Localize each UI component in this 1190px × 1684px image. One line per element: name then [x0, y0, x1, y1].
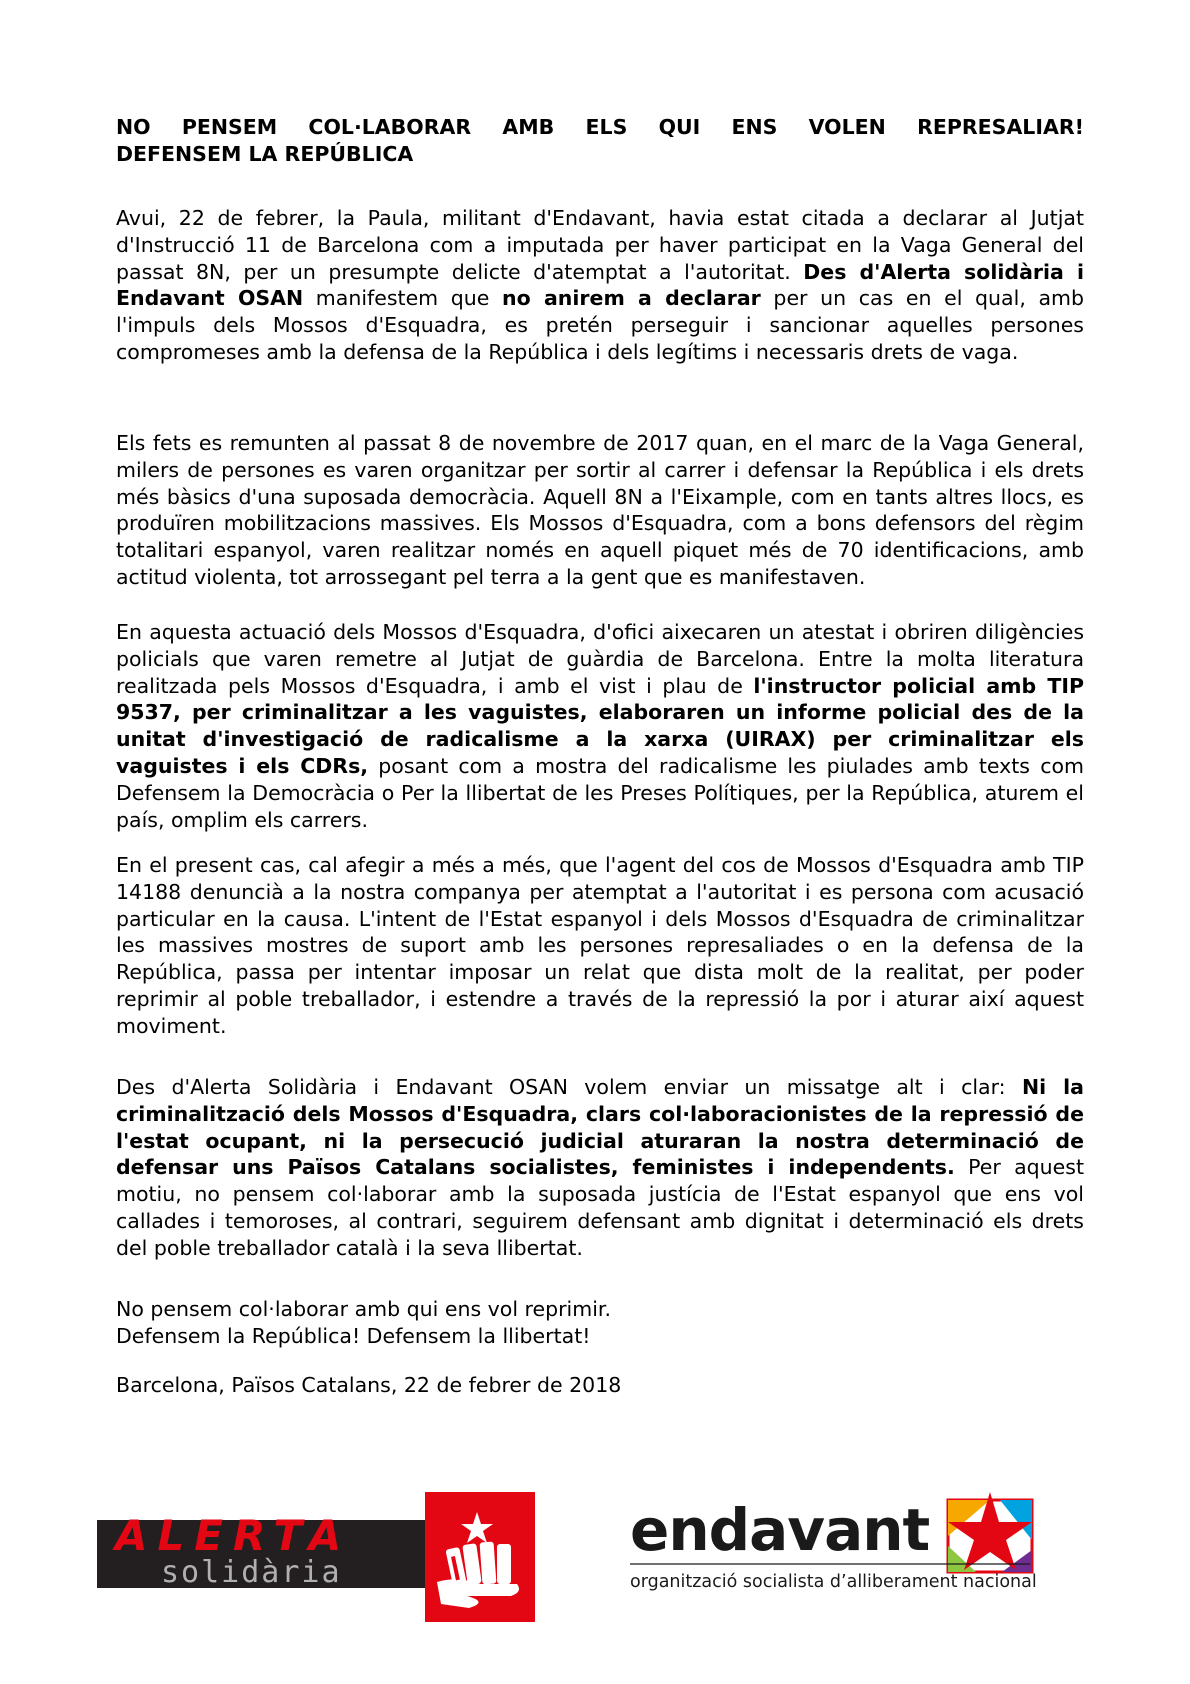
p5-text-1: Des d'Alerta Solidària i Endavant OSAN volem enviar un missatge alt i clar: — [116, 1075, 1022, 1099]
endavant-wordmark: endavant — [630, 1496, 930, 1564]
p5-bold-1: Ni la criminalització dels Mossos d'Esquadra, clars col·laboracionistes de la repressió de l'estat ocupant, ni la persecució judicial aturaran la nostra determinació de defensar uns Països Catalans socialistes, feministes i independents. — [116, 1075, 1084, 1180]
signature-line: Barcelona, Països Catalans, 22 de febrer de 2018 — [116, 1373, 622, 1397]
star-square-icon — [948, 1492, 1032, 1572]
alerta-word: ALERTA — [115, 1511, 352, 1560]
document-page — [116, 114, 1085, 1397]
p1-text-2: manifestem que — [303, 286, 503, 311]
p3-text-1: En aquesta actuació dels Mossos d'Esquadra, d'ofici aixecaren un atestat i obriren diligències policials que varen remetre al Jutjat de guàrdia de Barcelona. Entre la molta literatura realitzada pels Mossos d'Esquadra, i amb el vist i plau de — [116, 620, 1084, 698]
paragraph-1 — [116, 205, 1084, 366]
p1-text-3: per un cas en el qual, amb l'impuls dels Mossos d'Esquadra, es pretén perseguir i sancionar aquelles persones compromeses amb la defensa de la República i dels legítims i necessaris drets de vaga. — [116, 286, 1085, 364]
title-line-1: NO PENSEM COL·LABORAR AMB ELS QUI ENS VOLEN REPRESALIAR! — [116, 115, 1084, 139]
p1-bold-1: Des d'Alerta solidària i Endavant OSAN — [116, 259, 1084, 311]
closing-line-2: Defensem la República! Defensem la llibertat! — [116, 1323, 591, 1348]
closing-line-1: No pensem col·laborar amb qui ens vol reprimir. — [116, 1297, 611, 1321]
title-line-2: DEFENSEM LA REPÚBLICA — [116, 142, 414, 166]
paragraph-4: En el present cas, cal afegir a més a més, que l'agent del cos de Mossos d'Esquadra amb TIP 14188 denuncià a la nostra companya per atemptat a l'autoritat i es persona com acusació particular en la causa. L'intent de l'Estat espanyol i dels Mossos d'Esquadra de criminalitzar les massives mostres de suport amb les persones represaliades o en la defensa de la República, passa per intentar imposar un relat que dista molt de la realitat, per poder reprimir al poble treballador, i estendre a través de la repressió la por i aturar així aquest moviment. — [116, 853, 1084, 1038]
alerta-solidaria-logo — [97, 1492, 537, 1622]
paragraph-5 — [116, 1074, 1084, 1262]
p1-text-1: Avui, 22 de febrer, la Paula, militant d'Endavant, havia estat citada a declarar al Jutjat d'Instrucció 11 de Barcelona com a imputada per haver participat en la Vaga General del passat 8N, per un presumpte delicte d'atemptat a l'autoritat. — [116, 206, 1084, 284]
p3-bold-1: l'instructor policial amb TIP 9537, per criminalitzar a les vaguistes, elaboraren un informe policial des de la unitat d'investigació de radicalisme a la xarxa (UIRAX) per criminalitzar els vaguistes i els CDRs, — [116, 673, 1084, 778]
p1-bold-2: no anirem a declarar — [502, 286, 761, 311]
solidaria-word: solidària — [161, 1555, 342, 1590]
document-title — [116, 114, 1084, 168]
endavant-tagline: organització socialista d’alliberament nacional — [630, 1572, 1037, 1592]
paragraph-3 — [116, 619, 1084, 833]
closing-lines — [116, 1296, 1084, 1350]
p3-text-2: posant com a mostra del radicalisme les piulades amb texts com Defensem la Democràcia o Per la llibertat de les Preses Polítiques, per la República, aturem el país, omplim els carrers. — [116, 753, 1084, 832]
endavant-logo — [630, 1490, 1090, 1600]
p5-text-2: Per aquest motiu, no pensem col·laborar amb la suposada justícia de l'Estat espanyol que ens vol callades i temoroses, al contrari, seguirem defensant amb dignitat i determinació els drets del poble treballador català i la seva llibertat. — [116, 1155, 1084, 1260]
paragraph-2: Els fets es remunten al passat 8 de novembre de 2017 quan, en el marc de la Vaga General, milers de persones es varen organitzar per sortir al carrer i defensar la República i els drets més bàsics d'una suposada democràcia. Aquell 8N a l'Eixample, com en tants altres llocs, es produïren mobilitzacions massives. Els Mossos d'Esquadra, com a bons defensors del règim totalitari espanyol, varen realitzar només en aquell piquet més de 70 identificacions, amb actitud violenta, tot arrossegant pel terra a la gent que es manifestaven. — [116, 431, 1084, 589]
